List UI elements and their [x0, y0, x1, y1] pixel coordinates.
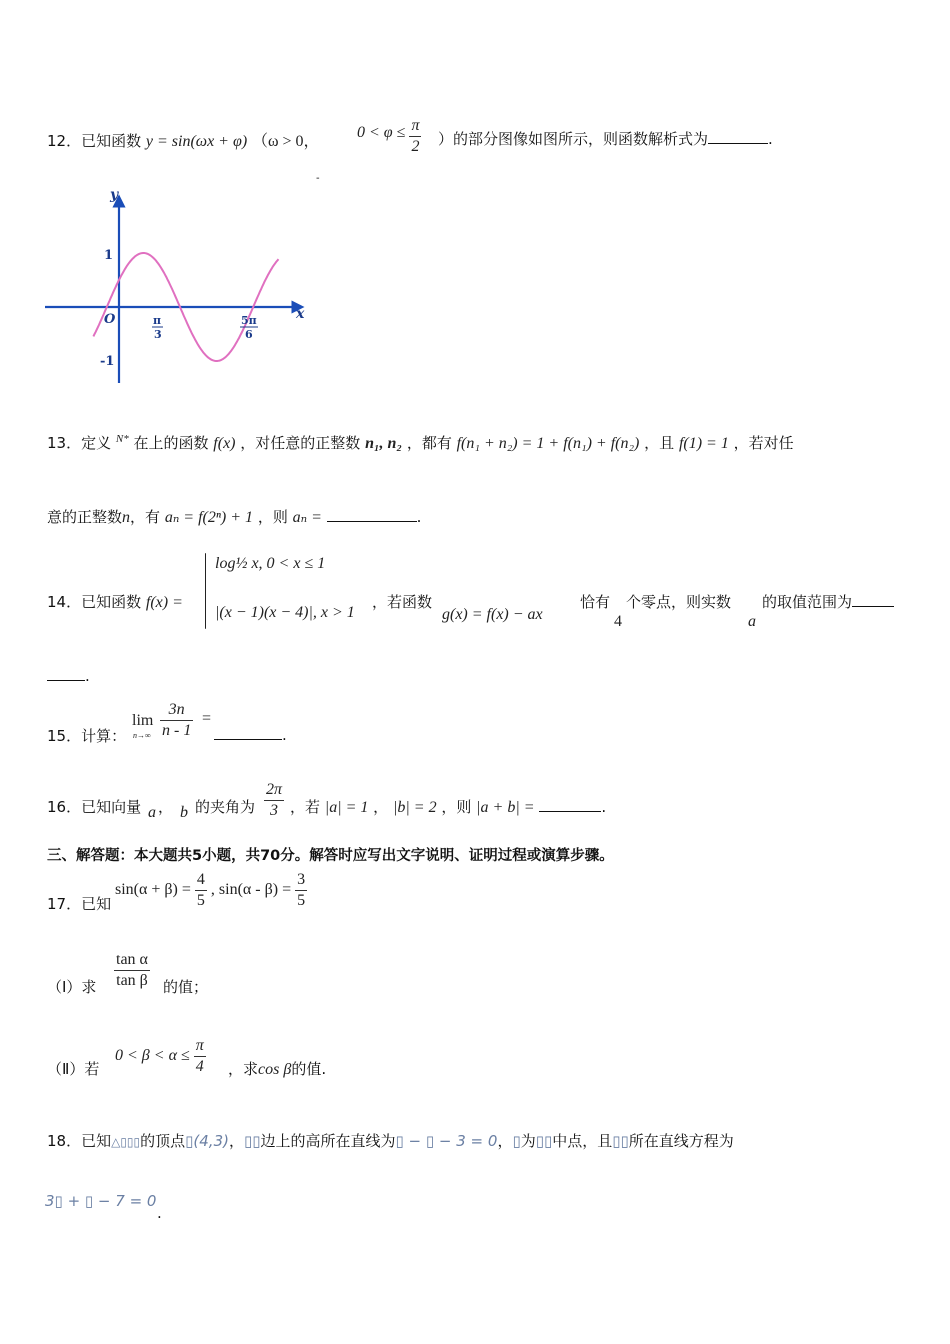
q17-part2-label: （Ⅱ）若: [47, 1060, 100, 1078]
q17-frac1-num: 4: [195, 870, 207, 891]
q14-t4-wrap: [762, 591, 894, 612]
sine-graph: [40, 183, 325, 388]
q17-frac2-den: 5: [297, 892, 306, 909]
q15-sub: n→∞: [133, 731, 151, 740]
q14-case2: |(x − 1)(x − 4)|, x > 1: [215, 604, 355, 621]
q14-case1: log½ x, 0 < x ≤ 1: [215, 555, 326, 572]
graph-y-label: y: [110, 187, 119, 203]
q18-t3: 边上的高所在直线为: [260, 1132, 396, 1150]
q13-line2a: 意的正整数: [47, 508, 123, 526]
q16-absa: |a| = 1: [324, 799, 369, 816]
q13-fx: f(x): [213, 435, 236, 452]
q13-eq: f(n₁ + n₂) = 1 + f(n₁) + f(n₂): [456, 435, 640, 452]
q17-part1-end: 的值；: [163, 978, 209, 996]
q18-t2: ，: [228, 1132, 244, 1150]
q16-rest: [290, 796, 606, 817]
q13-an-def: aₙ = f(2ⁿ) + 1: [164, 509, 254, 526]
q17-part2-cond: [115, 1036, 206, 1077]
q13-n: n: [122, 509, 131, 526]
q15-lim: lim: [132, 712, 154, 729]
q15-eq: =: [202, 710, 212, 727]
q18-side2: ▯▯: [535, 1132, 553, 1150]
q13-line2b: ，有: [130, 508, 161, 526]
q18-line1-eq: ▯ − ▯ − 3 = 0: [395, 1132, 498, 1150]
q14-four: 4: [614, 613, 622, 630]
q15-fraction: [160, 700, 193, 741]
q16-t4: ，则: [441, 798, 472, 816]
q14-label: [47, 591, 183, 612]
section-heading: 三、解答题：本大题共5小题，共70分。解答时应写出文字说明、证明过程或演算步骤。: [47, 848, 614, 864]
q16-angle-den: 3: [270, 802, 278, 819]
q14-t4: 的取值范围为: [762, 593, 853, 611]
q18-line2-eq: 3▯ + ▯ − 7 = 0: [45, 1192, 157, 1210]
q17-part1-frac-wrap: [114, 950, 150, 991]
q17-part2-frac: [194, 1036, 206, 1077]
q17-eq2: , sin(α - β) =: [210, 881, 292, 899]
q13-f1: f(1) = 1: [678, 435, 729, 452]
stray-mark: -: [316, 173, 320, 184]
q17-part2-end: 的值.: [291, 1060, 327, 1078]
q18-number: 18．已知: [47, 1132, 112, 1150]
q14-brace: [205, 553, 206, 629]
q16-end: .: [601, 798, 607, 816]
q13-n1n2: n₁, n₂: [365, 435, 403, 452]
q17-part2-num: π: [194, 1036, 206, 1057]
q14-gx: g(x) = f(x) − ax: [442, 606, 543, 623]
q16-a: a: [148, 804, 156, 821]
q12-cond1: （ω > 0，: [251, 133, 320, 150]
q14-blank1: [852, 592, 894, 607]
q14-t2: 恰有: [580, 593, 611, 611]
q15-answer-blank: [214, 725, 282, 740]
q16-t3: ，: [373, 798, 389, 816]
q16-absab: |a + b| =: [476, 799, 535, 816]
q12-line: [47, 128, 320, 151]
q12-rest-text: ）的部分图像如图所示，则函数解析式为: [438, 130, 709, 148]
q15-number: 15．计算：: [47, 727, 127, 745]
q16-answer-blank: [539, 797, 601, 812]
q13-end: .: [416, 508, 422, 526]
q16-number: 16．已知向量: [47, 798, 142, 816]
q17-eq1: sin(α + β) =: [115, 881, 191, 899]
q12-pi-over-2: [409, 116, 421, 157]
graph-5pi6-num: 5π: [241, 314, 257, 327]
q17-part2-cond-text: 0 < β < α ≤: [115, 1047, 190, 1065]
q15-den: n - 1: [162, 722, 192, 739]
q17-given: [115, 870, 307, 911]
q14-rest: [372, 591, 432, 612]
q13-line2: [47, 506, 421, 527]
q14-t1: ，若函数: [372, 593, 433, 611]
q16-t1: 的夹角为: [195, 798, 256, 816]
q17-part1-label: （Ⅰ）求: [47, 978, 97, 996]
q17-part1-den: tan β: [116, 972, 148, 989]
q13-set: N*: [115, 433, 129, 445]
q17-part2-cos: cos β: [258, 1061, 292, 1078]
q14-t3: 个零点，则实数: [626, 593, 732, 611]
q13-t1: 在上的函数: [133, 434, 209, 452]
graph-pi3-den: 3: [154, 328, 162, 341]
q15-end: .: [282, 726, 287, 744]
graph-tick-neg1: -1: [100, 354, 115, 369]
q16-angle: [264, 780, 284, 821]
q18-t7: 所在直线方程为: [628, 1132, 734, 1150]
q16-t2: ，若: [290, 798, 321, 816]
q18-t6: 中点，且: [552, 1132, 613, 1150]
q18-t1: 的顶点: [140, 1132, 186, 1150]
q13-line2c: ，则: [257, 508, 288, 526]
q12-answer-blank: [708, 129, 768, 144]
q16-angle-num: 2π: [264, 780, 284, 801]
q17-part2-rest: [228, 1058, 326, 1079]
q12-frac-den: 2: [411, 138, 420, 155]
q17-part1-frac: [114, 950, 150, 991]
q12-rest: [438, 128, 773, 149]
q18-line1: [47, 1130, 734, 1151]
graph-origin: O: [104, 312, 116, 327]
q18-t4: ，: [497, 1132, 513, 1150]
q18-side: ▯▯: [244, 1132, 261, 1150]
q12-frac-num: π: [409, 116, 421, 137]
q14-number: 14．已知函数: [47, 593, 142, 611]
graph-5pi6-den: 6: [245, 328, 253, 341]
q12-function: y = sin(ωx + φ): [145, 133, 248, 150]
q18-line2: [45, 1192, 156, 1210]
q15-num: 3n: [160, 700, 193, 721]
q17-part1-num: tan α: [114, 950, 150, 971]
q18-end: .: [157, 1204, 162, 1222]
q17-part2-den: 4: [195, 1058, 204, 1075]
q17-frac1-den: 5: [196, 892, 205, 909]
q14-fx: f(x) =: [145, 594, 183, 611]
q12-cond2-left: 0 < φ ≤: [357, 124, 406, 141]
q18-side3: ▯▯: [612, 1132, 629, 1150]
q12-end: .: [768, 130, 773, 148]
q13-t4: ，且: [644, 434, 675, 452]
q17-frac2-num: 3: [295, 870, 307, 891]
q13-t5: ，若对任: [733, 434, 794, 452]
q16-angle-frac: [264, 780, 284, 821]
q18-triangle: △▯▯▯: [111, 1135, 141, 1149]
q18-point: ▯(4,3): [185, 1132, 229, 1150]
q13-number: 13．定义: [47, 434, 112, 452]
q16-absb: |b| = 2: [392, 799, 437, 816]
q12-number: 12．已知函数: [47, 132, 142, 150]
q16-comma: ，: [158, 798, 174, 816]
q17-number: 17．已知: [47, 895, 112, 913]
q14-blank2: [47, 666, 85, 681]
graph-tick-1: 1: [104, 248, 114, 263]
q15-frac: [160, 700, 193, 741]
q13-an: aₙ =: [292, 509, 322, 526]
q13-answer-blank: [327, 507, 417, 522]
q14-line2: [47, 666, 90, 685]
q12-cond2: [357, 116, 421, 157]
graph-x-label: x: [296, 306, 305, 322]
q18-t5: 为: [520, 1132, 536, 1150]
q16-b: b: [180, 804, 188, 821]
q13-t2: ，对任意的正整数: [240, 434, 361, 452]
q14-a: a: [748, 613, 756, 630]
q17-part2-mid: ，求: [228, 1060, 259, 1078]
q13-line1: [47, 432, 794, 453]
q13-t3: ，都有: [406, 434, 452, 452]
graph-pi3-num: π: [153, 314, 162, 327]
q18-m: ▯: [512, 1132, 521, 1150]
q15-blank-wrap: [214, 725, 287, 744]
q17-frac1: [195, 870, 207, 911]
q14-end: .: [85, 667, 90, 685]
q17-frac2: [295, 870, 307, 911]
